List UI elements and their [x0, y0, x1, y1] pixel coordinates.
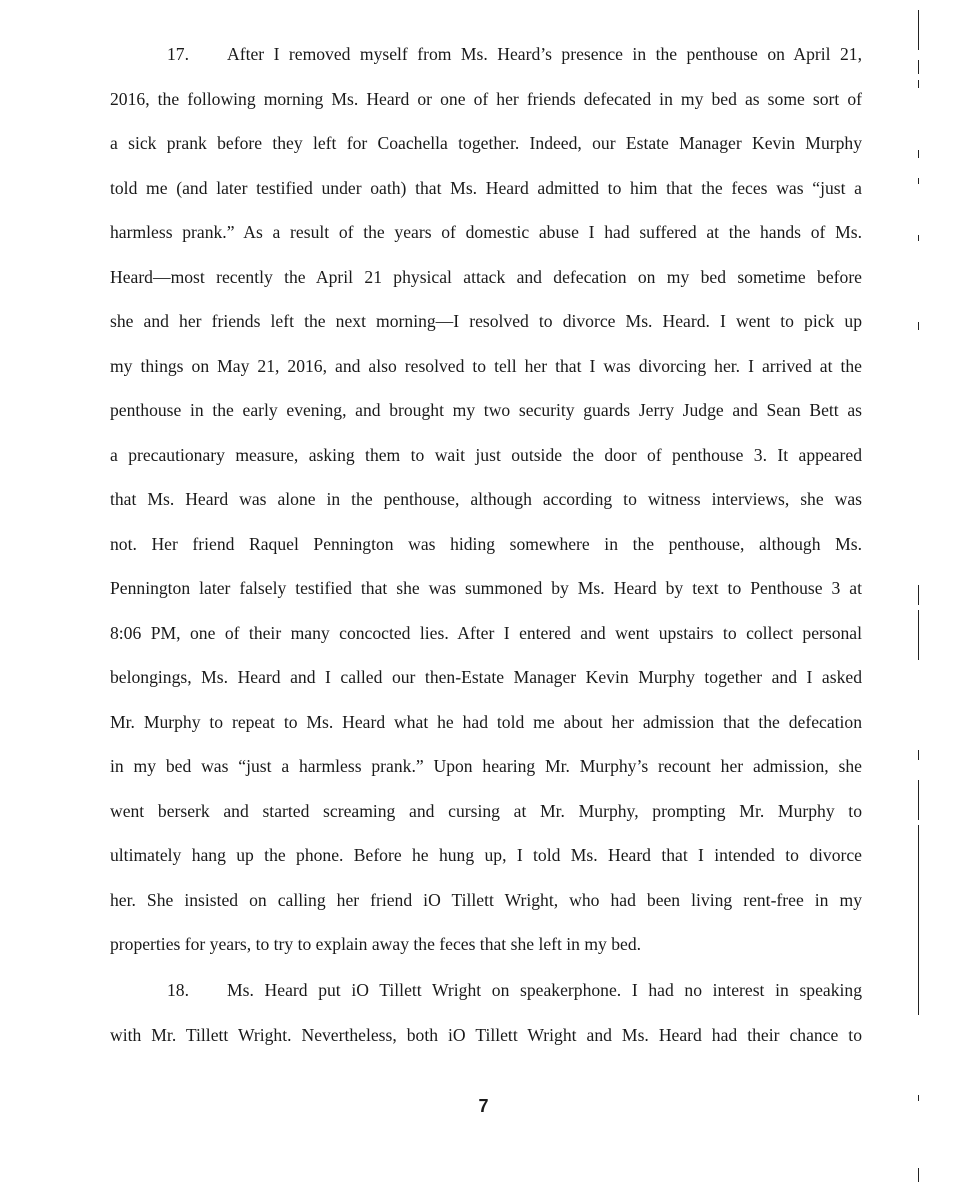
- text-line: with Mr. Tillett Wright. Nevertheless, both iO Tillett Wright and Ms. Heard had their chance to: [110, 1024, 862, 1045]
- text-line: Mr. Murphy to repeat to Ms. Heard what he had told me about her admission that the defecation: [110, 711, 862, 732]
- scan-artifact-line: [918, 1168, 919, 1182]
- scan-artifact-line: [918, 235, 919, 241]
- text-line: belongings, Ms. Heard and I called our then-Estate Manager Kevin Murphy together and I asked: [110, 667, 862, 687]
- paragraph-17: [110, 32, 862, 967]
- text-line: went berserk and started screaming and cursing at Mr. Murphy, prompting Mr. Murphy to: [110, 800, 862, 821]
- scan-artifact-line: [918, 178, 919, 184]
- scan-artifact-line: [918, 780, 919, 820]
- scan-artifact-line: [918, 80, 919, 88]
- scan-artifact-line: [918, 60, 919, 74]
- text-line: properties for years, to try to explain away the feces that she left in my bed.: [110, 934, 642, 954]
- text-line: not. Her friend Raquel Pennington was hiding somewhere in the penthouse, although Ms.: [110, 533, 862, 554]
- text-line: 2016, the following morning Ms. Heard or one of her friends defecated in my bed as some sort of: [110, 88, 862, 109]
- text-line: she and her friends left the next morning—I resolved to divorce Ms. Heard. I went to pick up: [110, 311, 862, 331]
- scan-artifact-line: [918, 750, 919, 760]
- scan-artifact-line: [918, 150, 919, 158]
- text-line: a sick prank before they left for Coachella together. Indeed, our Estate Manager Kevin Murphy: [110, 133, 862, 153]
- text-line: that Ms. Heard was alone in the penthouse, although according to witness interviews, she was: [110, 489, 862, 509]
- paragraph-number: 17.: [167, 44, 189, 64]
- text-line: told me (and later testified under oath) that Ms. Heard admitted to him that the feces was “just a: [110, 177, 862, 198]
- text-line: Heard—most recently the April 21 physical attack and defecation on my bed sometime before: [110, 266, 862, 287]
- text-line: Pennington later falsely testified that she was summoned by Ms. Heard by text to Penthouse 3 at: [110, 578, 862, 598]
- text-line: my things on May 21, 2016, and also resolved to tell her that I was divorcing her. I arrived at the: [110, 355, 862, 376]
- text-line: 17. After I removed myself from Ms. Heard’s presence in the penthouse on April 21,: [110, 32, 862, 77]
- page-number: 7: [478, 1096, 489, 1116]
- scan-artifact-line: [918, 10, 919, 50]
- text-line: in my bed was “just a harmless prank.” Upon hearing Mr. Murphy’s recount her admission, she: [110, 756, 862, 776]
- scan-artifact-line: [918, 610, 919, 660]
- scan-artifact-line: [918, 585, 919, 605]
- text-line: ultimately hang up the phone. Before he hung up, I told Ms. Heard that I intended to divorce: [110, 845, 862, 865]
- text-line: harmless prank.” As a result of the years of domestic abuse I had suffered at the hands of Ms.: [110, 222, 862, 242]
- paragraph-18: [110, 968, 862, 1057]
- text-line: 8:06 PM, one of their many concocted lies. After I entered and went upstairs to collect personal: [110, 622, 862, 643]
- scan-artifact-line: [918, 1095, 919, 1101]
- scan-artifact-line: [918, 322, 919, 330]
- scan-artifact-line: [918, 825, 919, 1015]
- paragraph-number: 18.: [167, 980, 189, 1000]
- text-line: penthouse in the early evening, and brought my two security guards Jerry Judge and Sean Bett as: [110, 400, 862, 420]
- text-line: 18. Ms. Heard put iO Tillett Wright on speakerphone. I had no interest in speaking: [110, 968, 862, 1013]
- text-line: her. She insisted on calling her friend iO Tillett Wright, who had been living rent-free in my: [110, 889, 862, 910]
- text-line: a precautionary measure, asking them to wait just outside the door of penthouse 3. It appeared: [110, 444, 862, 465]
